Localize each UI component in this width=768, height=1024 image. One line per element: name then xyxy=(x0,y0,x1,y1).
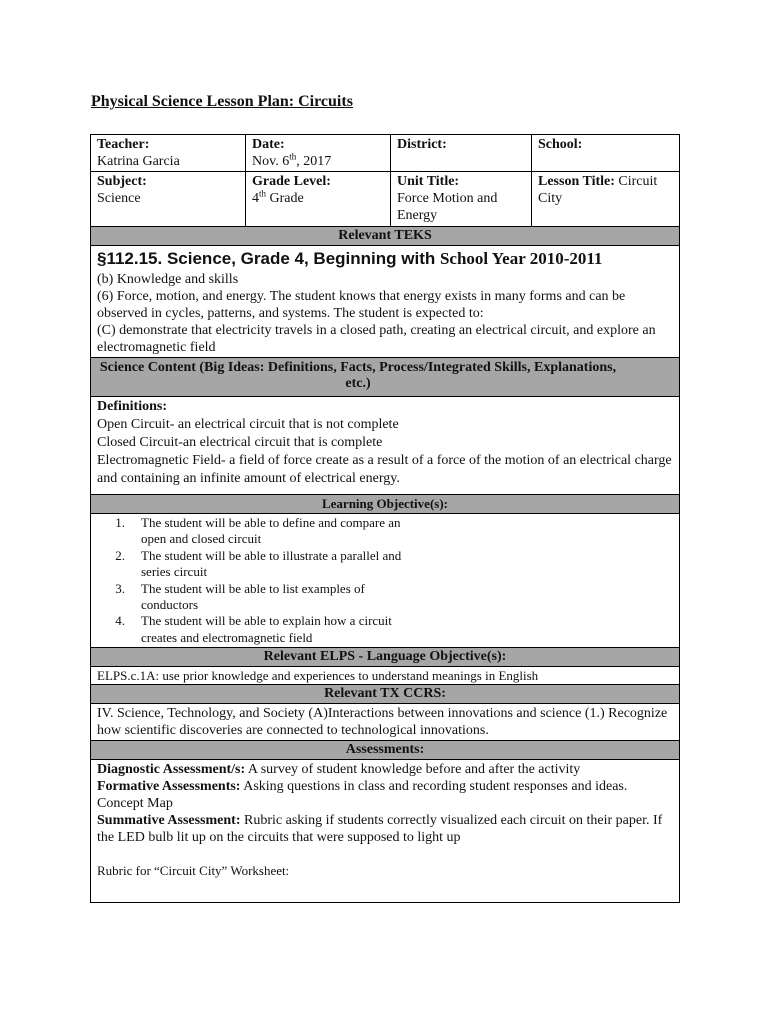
district-cell xyxy=(391,135,532,172)
teks-title xyxy=(97,247,673,271)
school-cell xyxy=(532,135,680,172)
list-item-text: The student will be able to define and compare an open and closed circuit xyxy=(141,515,401,547)
grade-value-number: 4 xyxy=(252,191,259,206)
grade-ordinal: th xyxy=(259,188,267,199)
definitions-label: Definitions: xyxy=(97,399,167,414)
subject-cell xyxy=(91,172,246,227)
district-label: District: xyxy=(397,137,447,152)
grade-cell xyxy=(246,172,391,227)
list-item xyxy=(97,581,417,614)
ccrs-row xyxy=(91,704,680,741)
learning-objectives-cell xyxy=(91,514,680,648)
teks-cell xyxy=(91,246,680,358)
ccrs-cell: IV. Science, Technology, and Society (A)Interactions between innovations and science (1.) Recognize how scientific discoveries are connected to technological innovations. xyxy=(91,704,680,741)
learning-objectives-row xyxy=(91,514,680,648)
date-ordinal: th xyxy=(289,151,297,162)
definition-electromagnetic-field: Electromagnetic Field- a field of force create as a result of a force of the motion of an electrical charge and containing an infinite amount of electrical energy. xyxy=(97,453,672,486)
date-value-suffix: , 2017 xyxy=(296,154,332,169)
science-content-heading: Science Content (Big Ideas: Definitions, Facts, Process/Integrated Skills, Explanations, etc.) xyxy=(91,358,680,397)
definition-open-circuit: Open Circuit- an electrical circuit that is not complete xyxy=(97,417,399,432)
formative-assessment-label: Formative Assessments: xyxy=(97,779,241,795)
ccrs-heading: Relevant TX CCRS: xyxy=(91,685,680,704)
assessments-heading-row xyxy=(91,741,680,760)
grade-value-suffix: Grade xyxy=(266,191,304,206)
teacher-value: Katrina Garcia xyxy=(97,154,180,169)
learning-objectives-list xyxy=(97,515,417,646)
lesson-title-value: Circuit City xyxy=(538,174,658,206)
list-item xyxy=(97,613,417,646)
science-content-row xyxy=(91,397,680,495)
assessments-cell xyxy=(91,760,680,903)
formative-assessment-text: Asking questions in class and recording student responses and ideas. Concept Map xyxy=(97,779,628,812)
summative-assessment-label: Summative Assessment: xyxy=(97,813,241,829)
header-row-1 xyxy=(91,135,680,172)
diagnostic-assessment-label: Diagnostic Assessment/s: xyxy=(97,762,246,778)
diagnostic-assessment-text: A survey of student knowledge before and after the activity xyxy=(245,762,581,778)
teks-heading-row xyxy=(91,227,680,246)
list-item-number: 2. xyxy=(115,547,125,563)
unit-title-cell xyxy=(391,172,532,227)
elps-heading-row xyxy=(91,648,680,667)
teks-line-force-motion: (6) Force, motion, and energy. The student knows that energy exists in many forms and can be observed in cycles, patterns, and systems. The student is expected to: xyxy=(97,289,626,321)
date-label: Date: xyxy=(252,137,285,152)
assessments-heading: Assessments: xyxy=(91,741,680,760)
unit-title-label: Unit Title: xyxy=(397,174,460,189)
teks-heading: Relevant TEKS xyxy=(91,227,680,246)
unit-title-value: Force Motion and Energy xyxy=(397,191,498,223)
elps-cell: ELPS.c.1A: use prior knowledge and experiences to understand meanings in English xyxy=(91,667,680,685)
list-item-number: 1. xyxy=(115,515,125,530)
subject-value: Science xyxy=(97,191,141,206)
list-item-text: The student will be able to explain how a circuit creates and electromagnetic field xyxy=(141,613,392,645)
list-item-text: The student will be able to illustrate a parallel and series circuit xyxy=(141,547,402,580)
date-value-prefix: Nov. 6 xyxy=(252,154,290,169)
grade-label: Grade Level: xyxy=(252,174,331,189)
lesson-plan-table xyxy=(90,134,680,903)
header-row-2 xyxy=(91,172,680,227)
teks-title-tail: School Year 2010-2011 xyxy=(439,249,603,268)
elps-row xyxy=(91,667,680,685)
teacher-label: Teacher: xyxy=(97,137,150,152)
date-cell xyxy=(246,135,391,172)
lesson-title-label: Lesson Title: xyxy=(538,174,615,189)
science-content-heading-row xyxy=(91,358,680,397)
learning-objectives-heading: Learning Objective(s): xyxy=(91,495,680,514)
document-title: Physical Science Lesson Plan: Circuits xyxy=(91,93,353,110)
list-item-text: The student will be able to list examples of conductors xyxy=(141,580,365,613)
teks-line-expectation: (C) demonstrate that electricity travels in a closed path, creating an electrical circuit, and explore an electromagnetic field xyxy=(97,323,656,355)
teks-line-knowledge: (b) Knowledge and skills xyxy=(97,272,239,287)
science-content-cell xyxy=(91,397,680,495)
assessments-row xyxy=(91,760,680,903)
rubric-caption: Rubric for “Circuit City” Worksheet: xyxy=(97,863,290,879)
teacher-cell xyxy=(91,135,246,172)
list-item-number: 3. xyxy=(115,580,125,596)
list-item-number: 4. xyxy=(115,613,125,629)
ccrs-heading-row xyxy=(91,685,680,704)
list-item xyxy=(97,548,417,581)
teks-content-row xyxy=(91,246,680,358)
learning-objectives-heading-row xyxy=(91,495,680,514)
subject-label: Subject: xyxy=(97,174,147,189)
school-label: School: xyxy=(538,137,583,152)
elps-heading: Relevant ELPS - Language Objective(s): xyxy=(91,648,680,667)
list-item xyxy=(97,515,417,548)
definition-closed-circuit: Closed Circuit-an electrical circuit that is complete xyxy=(97,435,383,450)
teks-title-main: §112.15. Science, Grade 4, Beginning with xyxy=(97,249,440,268)
lesson-title-cell xyxy=(532,172,680,227)
summative-assessment-text: Rubric asking if students correctly visualized each circuit on their paper. If the LED bulb lit up on the circuits that were supposed to light up xyxy=(97,813,663,846)
